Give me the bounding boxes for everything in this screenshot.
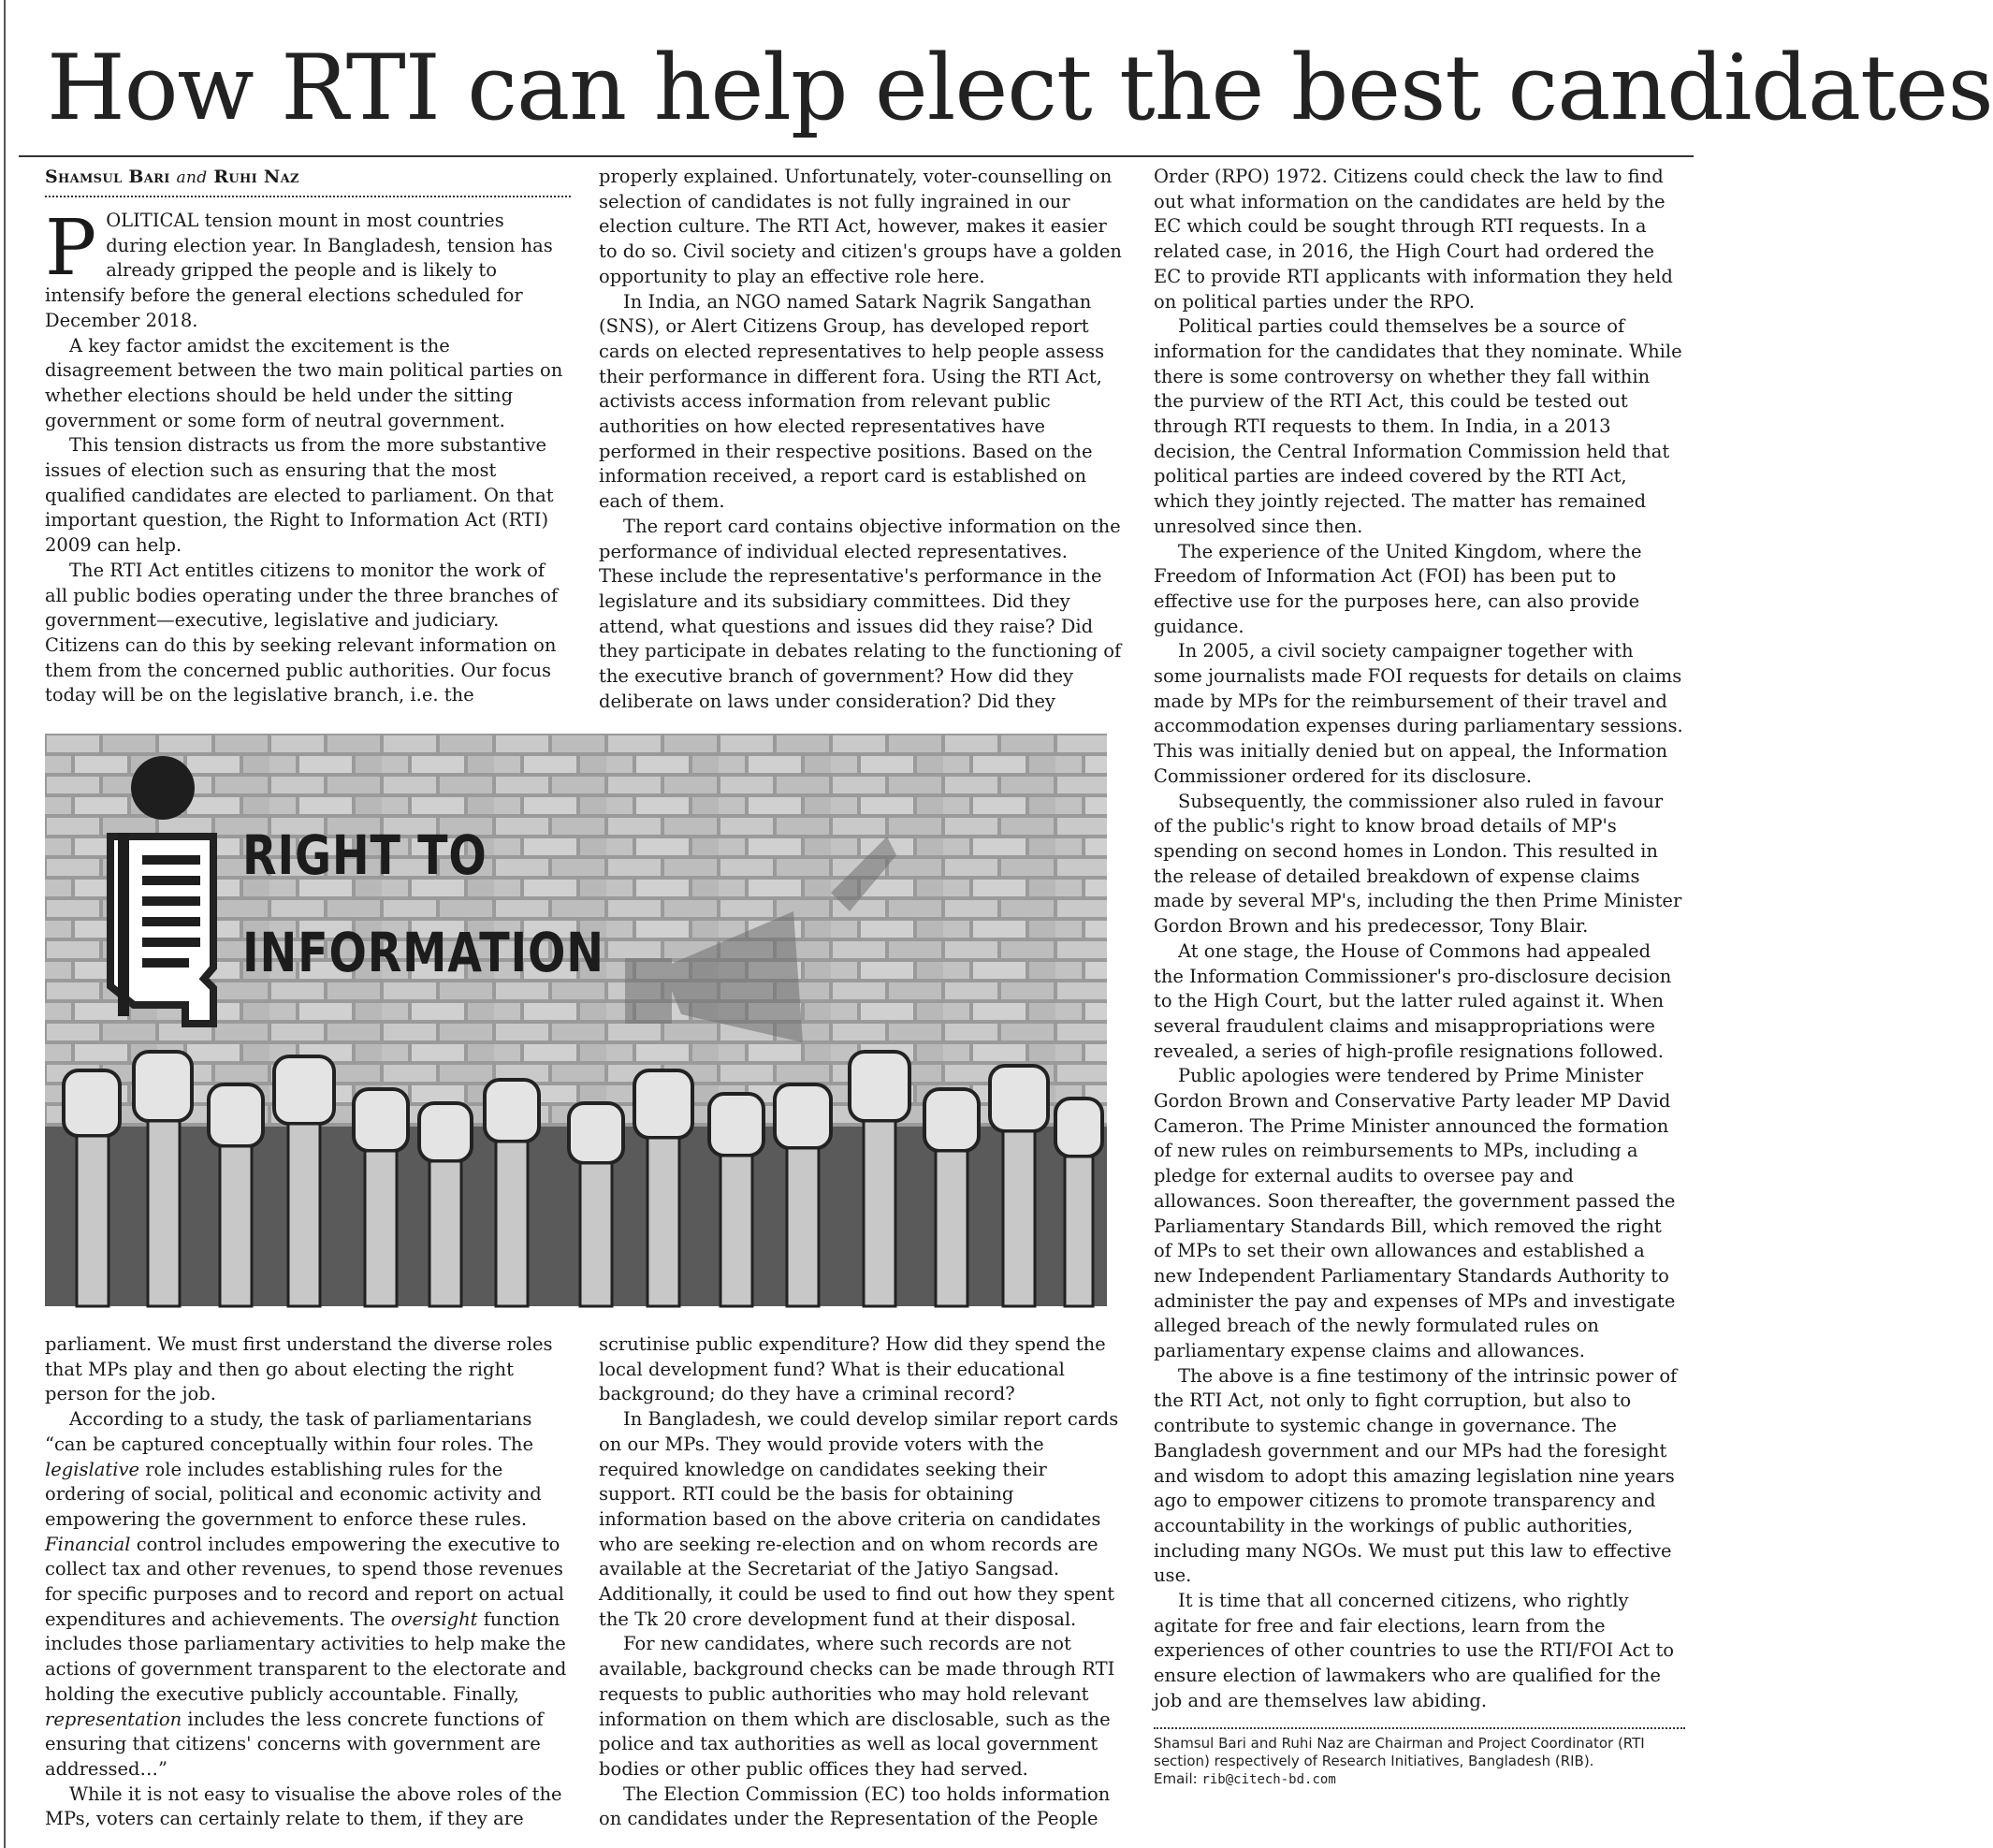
byline-author-1: Shamsul Bari	[45, 167, 170, 187]
italic-term-oversight: oversight	[390, 1608, 478, 1630]
footnote-email: rib@citech-bd.com	[1201, 1771, 1336, 1787]
paragraph: The report card contains objective information on the performance of individual elected representatives. These include the representative's performance in the legislature and its subsidiary committees. Did they attend, what questions and issues did they raise? Did they participate in debates relating to the functioning of the executive branch of government? How did they deliberate on laws under consideration? Did they	[599, 515, 1122, 712]
footnote-email-line	[1154, 1770, 1685, 1789]
paragraph: In India, an NGO named Satark Nagrik Sangathan (SNS), or Alert Citizens Group, has developed report cards on elected representatives to help people assess their performance in different fora. Using the RTI Act, activists access information from relevant public authorities on how elected representatives have performed in their respective positions. Based on the information received, a report card is established on each of them.	[599, 290, 1105, 513]
image-text-information: INFORMATION	[242, 921, 604, 984]
italic-term-legislative: legislative	[45, 1458, 139, 1480]
column-2-bottom	[599, 1332, 1127, 1832]
paragraph: The RTI Act entitles citizens to monitor the work of all public bodies operating under the three branches of government—executive, legislative and judiciary. Citizens can do this by seeking relevant information on them from the concerned public authorities. Our focus today will be on the legislative branch, i.e. the	[45, 559, 559, 706]
paragraph: This tension distracts us from the more substantive issues of election such as ensuring that the most qualified candidates are elected to parliament. On that important question, the Right to Information Act (RTI) 2009 can help.	[45, 434, 554, 557]
image-text-right-to: RIGHT TO	[242, 823, 487, 887]
footnote-text: Shamsul Bari and Ruhi Naz are Chairman and Project Coordinator (RTI section) respectively of Research Initiatives, Bangladesh (RIB).	[1154, 1734, 1645, 1769]
drop-cap: P	[45, 204, 97, 293]
column-1-bottom	[45, 1332, 578, 1832]
paragraph: parliament. We must first understand the diverse roles that MPs play and then go about electing the right person for the job.	[45, 1333, 553, 1405]
author-footnote	[1154, 1727, 1685, 1789]
italic-term-financial: Financial	[45, 1533, 131, 1555]
headline: How RTI can help elect the best candidates	[47, 36, 1993, 140]
paragraph-text: role includes establishing rules for the ordering of social, political and economic activity and empowering the government to enforce these rules.	[45, 1458, 542, 1530]
paragraph: At one stage, the House of Commons had appealed the Information Commissioner's pro-disclosure decision to the High Court, but the latter ruled against it. When several fraudulent claims and misappropriations were revealed, a series of high-profile resignations followed.	[1154, 939, 1672, 1062]
column-3	[1154, 165, 1685, 1789]
paragraph: While it is not easy to visualise the above roles of the MPs, voters can certainly relate to them, if they are	[45, 1783, 562, 1830]
paragraph-text: includes the less concrete functions of ensuring that citizens' concerns with government are addressed…”	[45, 1708, 544, 1780]
page-left-rule	[4, 0, 6, 1848]
paragraph-text: According to a study, the task of parliamentarians “can be captured conceptually within four roles. The	[45, 1408, 534, 1455]
paragraph: The experience of the United Kingdom, where the Freedom of Information Act (FOI) has been put to effective use for the purposes here, can also provide guidance.	[1154, 540, 1642, 637]
paragraph: Subsequently, the commissioner also ruled in favour of the public's right to know broad details of MP's spending on second homes in London. This resulted in the release of detailed breakdown of expense claims made by several MP's, including the then Prime Minister Gordon Brown and his predecessor, Tony Blair.	[1154, 790, 1682, 938]
footnote-email-label: Email:	[1154, 1769, 1198, 1787]
paragraph: scrutinise public expenditure? How did they spend the local development fund? What is their educational background; do they have a criminal record?	[599, 1333, 1106, 1405]
paragraph	[45, 204, 571, 334]
paragraph: In Bangladesh, we could develop similar report cards on our MPs. They would provide voters with the required knowledge on candidates seeking their support. RTI could be the basis for obtaining information based on the above criteria on candidates who are seeking re-election and on whom records are available at the Secretariat of the Jatiyo Sangsad. Additionally, it could be used to find out how they spent the Tk 20 crore development fund at their disposal.	[599, 1408, 1119, 1630]
byline-and: and	[176, 168, 208, 187]
paragraph: Political parties could themselves be a source of information for the candidates that they nominate. While there is some controversy on whether they fall within the purview of the RTI Act, this could be tested out through RTI requests to them. In India, in a 2013 decision, the Central Information Commission held that political parties are indeed covered by the RTI Act, which they jointly rejected. The matter has remained unresolved since then.	[1154, 315, 1682, 537]
paragraph: For new candidates, where such records are not available, background checks can be made through RTI requests to public authorities who may hold relevant information on them which are disclosable, such as the police and tax authorities as well as local government bodies or other public offices they had served.	[599, 1633, 1115, 1780]
paragraph: A key factor amidst the excitement is the disagreement between the two main political parties on whether elections should be held under the sitting government or some form of neutral government.	[45, 334, 563, 431]
column-2-top	[599, 165, 1127, 714]
paragraph: In 2005, a civil society campaigner together with some journalists made FOI requests for details on claims made by MPs for the reimbursement of their travel and accommodation expenses during parliamentary sessions. This was initially denied but on appeal, the Information Commissioner ordered for its disclosure.	[1154, 640, 1683, 787]
column-1-top	[45, 165, 571, 708]
paragraph-text: control includes empowering the executive to collect tax and other revenues, to spend those revenues for specific purposes and to record and report on actual expenditures and achievements. The	[45, 1533, 564, 1630]
paragraph: It is time that all concerned citizens, who rightly agitate for free and fair elections, learn from the experiences of other countries to use the RTI/FOI Act to ensure election of lawmakers who are qualified for the job and are themselves law abiding.	[1154, 1590, 1675, 1711]
rti-illustration	[45, 734, 1107, 1306]
paragraph-text: OLITICAL tension mount in most countries during election year. In Bangladesh, tension has already gripped the people and is likely to intensify before the general elections scheduled for December 2018.	[45, 210, 553, 331]
paragraph: properly explained. Unfortunately, voter-counselling on selection of candidates is not fully ingrained in our election culture. The RTI Act, however, makes it easier to do so. Civil society and citizen's groups have a golden opportunity to play an effective role here.	[599, 166, 1122, 287]
brick-wall-illustration	[45, 734, 1107, 1306]
paragraph: Public apologies were tendered by Prime Minister Gordon Brown and Conservative Party leader MP David Cameron. The Prime Minister announced the formation of new rules on reimbursements to MPs, including a pledge for external audits to oversee pay and allowances. Soon thereafter, the government passed the Parliamentary Standards Bill, which removed the right of MPs to set their own allowances and established a new Independent Parliamentary Standards Authority to administer the pay and expenses of MPs and investigate alleged breach of the newly formulated rules on parliamentary expense claims and allowances.	[1154, 1065, 1676, 1362]
paragraph: Order (RPO) 1972. Citizens could check the law to find out what information on the candidates are held by the EC which could be sought through RTI requests. In a related case, in 2016, the High Court had ordered the EC to provide RTI applicants with information they held on political parties under the RPO.	[1154, 166, 1673, 313]
byline	[45, 165, 571, 197]
paragraph	[45, 1407, 578, 1783]
paragraph: The above is a fine testimony of the intrinsic power of the RTI Act, not only to fight corruption, but also to contribute to systemic change in governance. The Bangladesh government and our MPs had the foresight and wisdom to adopt this amazing legislation nine years ago to empower citizens to promote transparency and accountability in the workings of public authorities, including many NGOs. We must put this law to effective use.	[1154, 1364, 1678, 1587]
headline-rule	[19, 155, 1694, 157]
byline-author-2: Ruhi Naz	[213, 167, 299, 187]
paragraph: The Election Commission (EC) too holds information on candidates under the Representation of the People	[599, 1783, 1111, 1830]
italic-term-representation: representation	[45, 1708, 182, 1730]
paragraph-text: function includes those parliamentary activities to help make the actions of government transparent to the electorate and holding the executive publicly accountable. Finally,	[45, 1608, 567, 1705]
